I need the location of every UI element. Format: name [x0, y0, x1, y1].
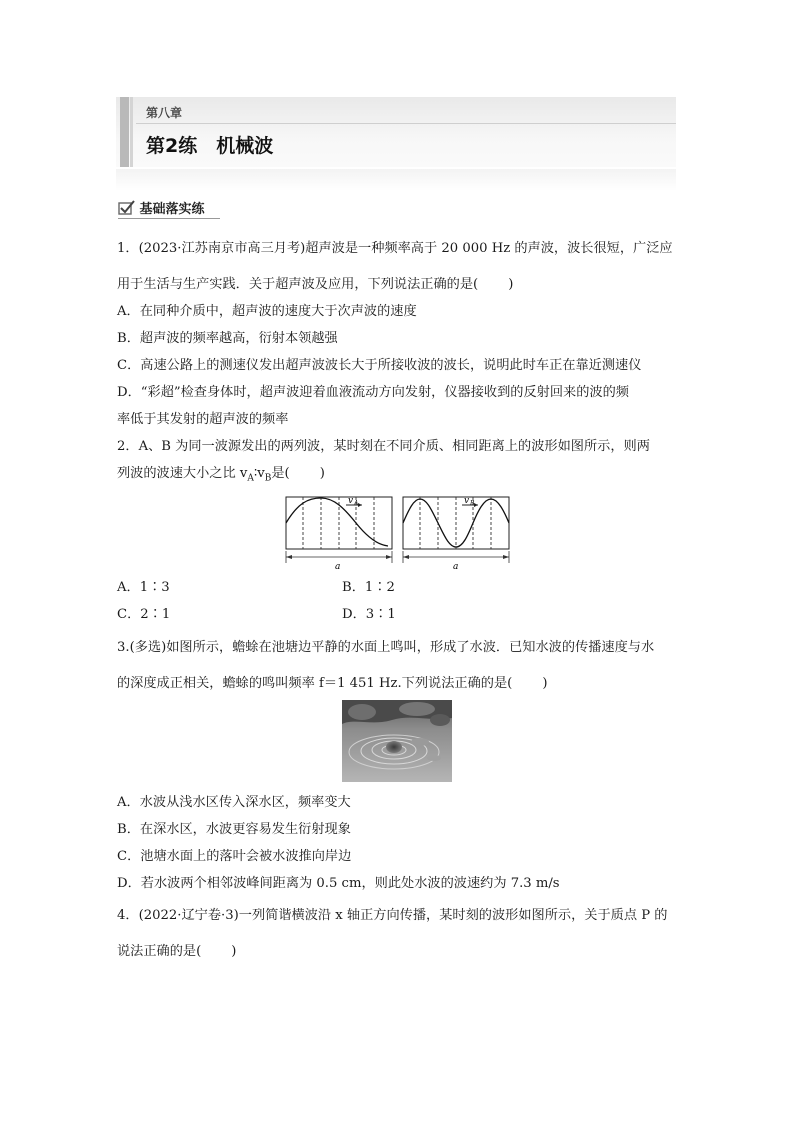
q4-stem-line1: 4．(2022·辽宁卷·3)一列简谐横波沿 x 轴正方向传播，某时刻的波形如图所示，关于质点 P 的 — [117, 908, 668, 923]
q1-option-a[interactable]: A．在同种介质中，超声波的速度大于次声波的速度 — [117, 304, 417, 319]
q2-option-d[interactable]: D．3∶1 — [342, 607, 396, 622]
q3-option-b[interactable]: B．在深水区，水波更容易发生衍射现象 — [117, 822, 351, 837]
q1-option-d[interactable]: D．“彩超”检查身体时，超声波迎着血液流动方向发射，仪器接收到的反射回来的波的频 — [117, 385, 629, 400]
checkbox-icon — [118, 200, 135, 215]
q3-option-a[interactable]: A．水波从浅水区传入深水区，频率变大 — [117, 795, 351, 810]
chapter-label: 第八章 — [146, 106, 183, 120]
label-vb-sub: B — [470, 500, 475, 507]
q2-wave-figure — [282, 493, 518, 571]
q2-stem-line2: 列波的波速大小之比 $v_A∶v_B$是( ) — [117, 466, 325, 484]
q1-option-b[interactable]: B．超声波的频率越高，衍射本领越强 — [117, 331, 338, 346]
q4-stem-line2: 说法正确的是( ) — [117, 944, 237, 959]
q3-option-d[interactable]: D．若水波两个相邻波峰间距离为 0.5 cm，则此处水波的波速约为 7.3 m/s — [117, 876, 560, 891]
q2-option-b[interactable]: B．1∶2 — [342, 580, 395, 595]
section-heading — [118, 198, 205, 217]
section-label: 基础落实练 — [139, 202, 205, 217]
label-va-sub: A — [354, 500, 359, 507]
q3-stem-line1: 3.(多选)如图所示，蟾蜍在池塘边平静的水面上鸣叫，形成了水波．已知水波的传播速度与水 — [117, 640, 655, 655]
toad-pond-photo — [342, 700, 452, 782]
q1-option-c[interactable]: C．高速公路上的测速仪发出超声波波长大于所接收波的波长，说明此时车正在靠近测速仪 — [117, 358, 642, 373]
q3-option-c[interactable]: C．池塘水面上的落叶会被水波推向岸边 — [117, 849, 352, 864]
dim-a-left: a — [335, 562, 341, 571]
q2-option-a[interactable]: A．1∶3 — [117, 580, 170, 595]
q2-option-c[interactable]: C．2∶1 — [117, 607, 171, 622]
chapter-banner — [116, 97, 676, 192]
q3-stem-line2: 的深度成正相关，蟾蜍的鸣叫频率 f＝1 451 Hz.下列说法正确的是( ) — [117, 676, 548, 691]
q2-stem-line1: 2．A、B 为同一波源发出的两列波，某时刻在不同介质、相同距离上的波形如图所示，则两 — [117, 439, 650, 454]
wave-a — [286, 498, 388, 546]
q1-stem-line1: 1．(2023·江苏南京市高三月考)超声波是一种频率高于 20 000 Hz 的声波，波长很短，广泛应 — [117, 241, 673, 256]
label-vb: v — [464, 496, 470, 506]
q1-stem-line2: 用于生活与生产实践．关于超声波及应用，下列说法正确的是( ) — [117, 277, 514, 292]
dim-a-right: a — [453, 562, 459, 571]
q1-option-d-cont: 率低于其发射的超声波的频率 — [117, 412, 289, 427]
label-va: v — [348, 496, 354, 506]
page-title: 第2练 机械波 — [146, 135, 274, 157]
